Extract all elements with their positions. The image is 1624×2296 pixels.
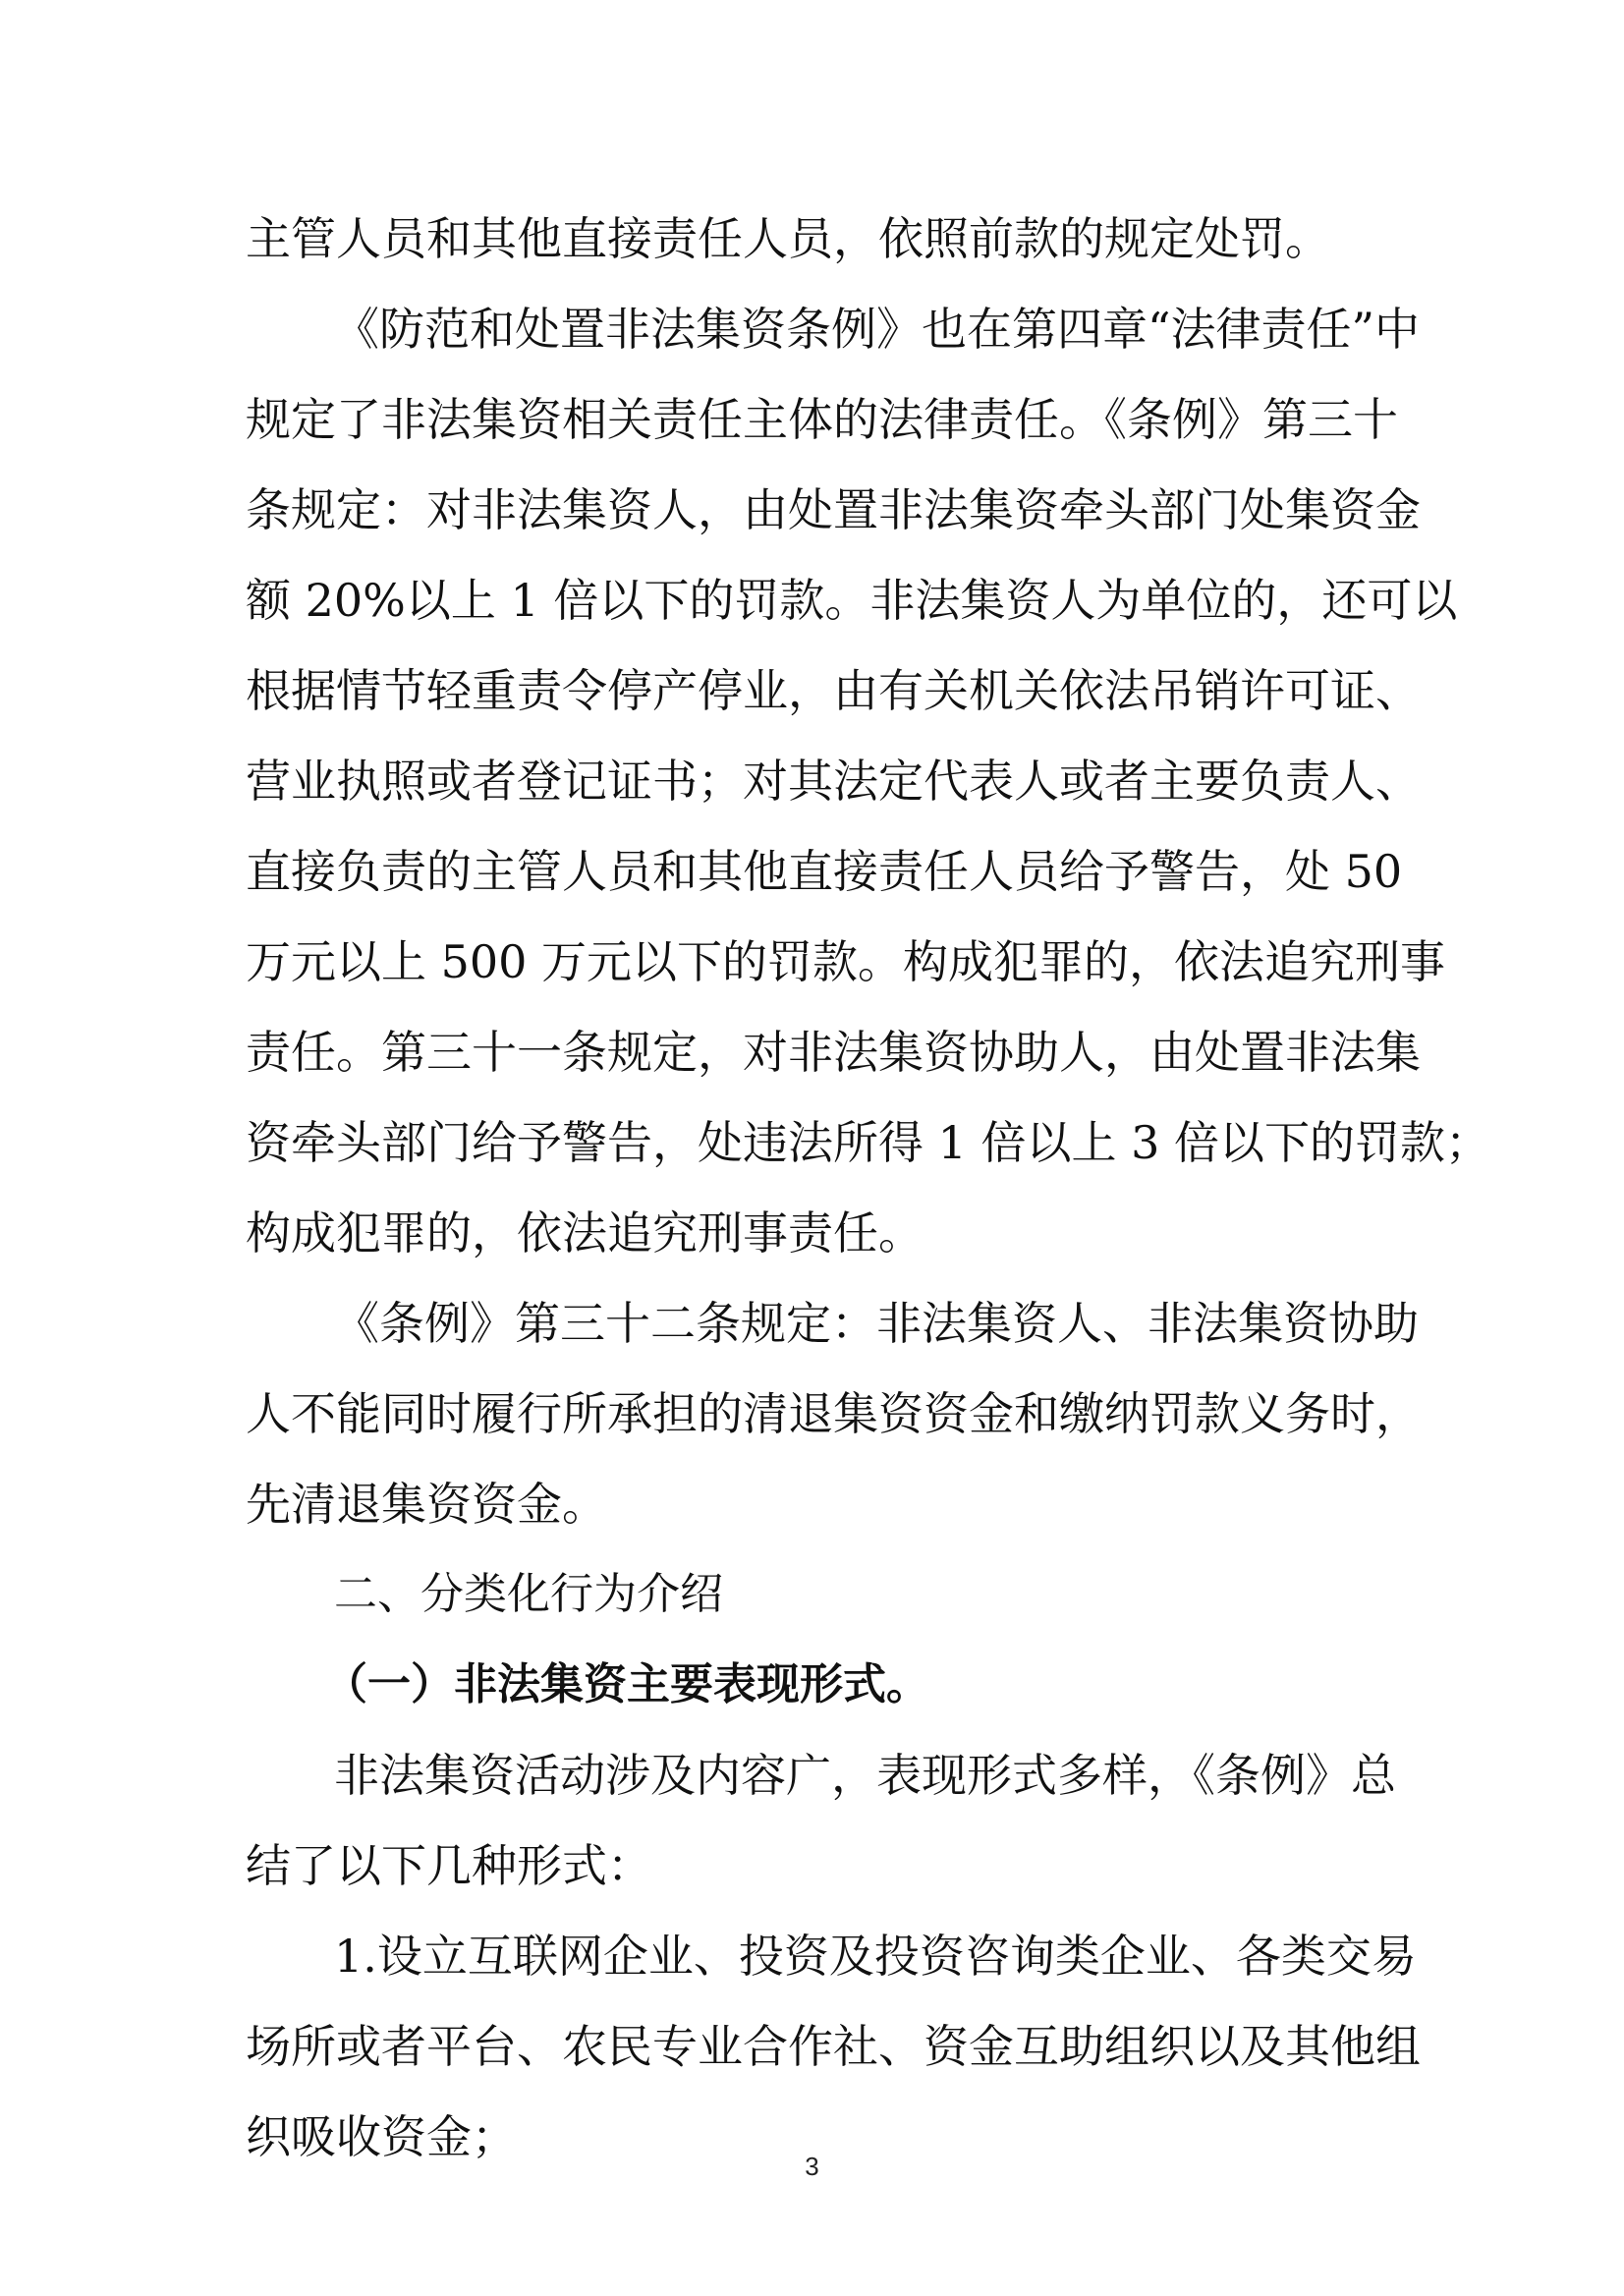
- paragraph-line: 资牵头部门给予警告，处违法所得 1 倍以上 3 倍以下的罚款；: [246, 1116, 1491, 1169]
- paragraph-line: 万元以上 500 万元以下的罚款。构成犯罪的，依法追究刑事: [246, 935, 1446, 988]
- paragraph-line: 1.设立互联网企业、投资及投资咨询类企业、各类交易: [334, 1930, 1417, 1983]
- paragraph-line: 人不能同时履行所承担的清退集资资金和缴纳罚款义务时，: [246, 1387, 1421, 1440]
- paragraph-line: 条规定：对非法集资人，由处置非法集资牵头部门处集资金: [246, 483, 1421, 536]
- paragraph-line: 责任。第三十一条规定，对非法集资协助人，由处置非法集: [246, 1026, 1421, 1079]
- paragraph-line: 直接负责的主管人员和其他直接责任人员给予警告，处 50: [246, 845, 1403, 898]
- paragraph-line: 根据情节轻重责令停产停业，由有关机关依法吊销许可证、: [246, 664, 1421, 717]
- paragraph-line: 织吸收资金；: [246, 2110, 517, 2163]
- paragraph-line: 规定了非法集资相关责任主体的法律责任。《条例》第三十: [246, 393, 1398, 446]
- paragraph-line: 《条例》第三十二条规定：非法集资人、非法集资协助: [334, 1297, 1419, 1350]
- paragraph-line: 《防范和处置非法集资条例》也在第四章“法律责任”中: [334, 303, 1421, 356]
- paragraph-line: 构成犯罪的，依法追究刑事责任。: [246, 1206, 924, 1260]
- paragraph-line: 结了以下几种形式：: [246, 1839, 652, 1892]
- paragraph-line: 额 20%以上 1 倍以下的罚款。非法集资人为单位的，还可以: [246, 574, 1458, 627]
- paragraph-line: 主管人员和其他直接责任人员，依照前款的规定处罚。: [246, 212, 1330, 265]
- paragraph-line: 先清退集资资金。: [246, 1478, 607, 1531]
- paragraph-line: 营业执照或者登记证书；对其法定代表人或者主要负责人、: [246, 755, 1421, 808]
- section-heading: 二、分类化行为介绍: [334, 1569, 723, 1619]
- paragraph-line: 非法集资活动涉及内容广，表现形式多样，《条例》总: [334, 1749, 1396, 1802]
- subsection-heading: （一）非法集资主要表现形式。: [324, 1659, 929, 1709]
- paragraph-line: 场所或者平台、农民专业合作社、资金互助组织以及其他组: [246, 2020, 1421, 2073]
- page-number: 3: [805, 2152, 819, 2181]
